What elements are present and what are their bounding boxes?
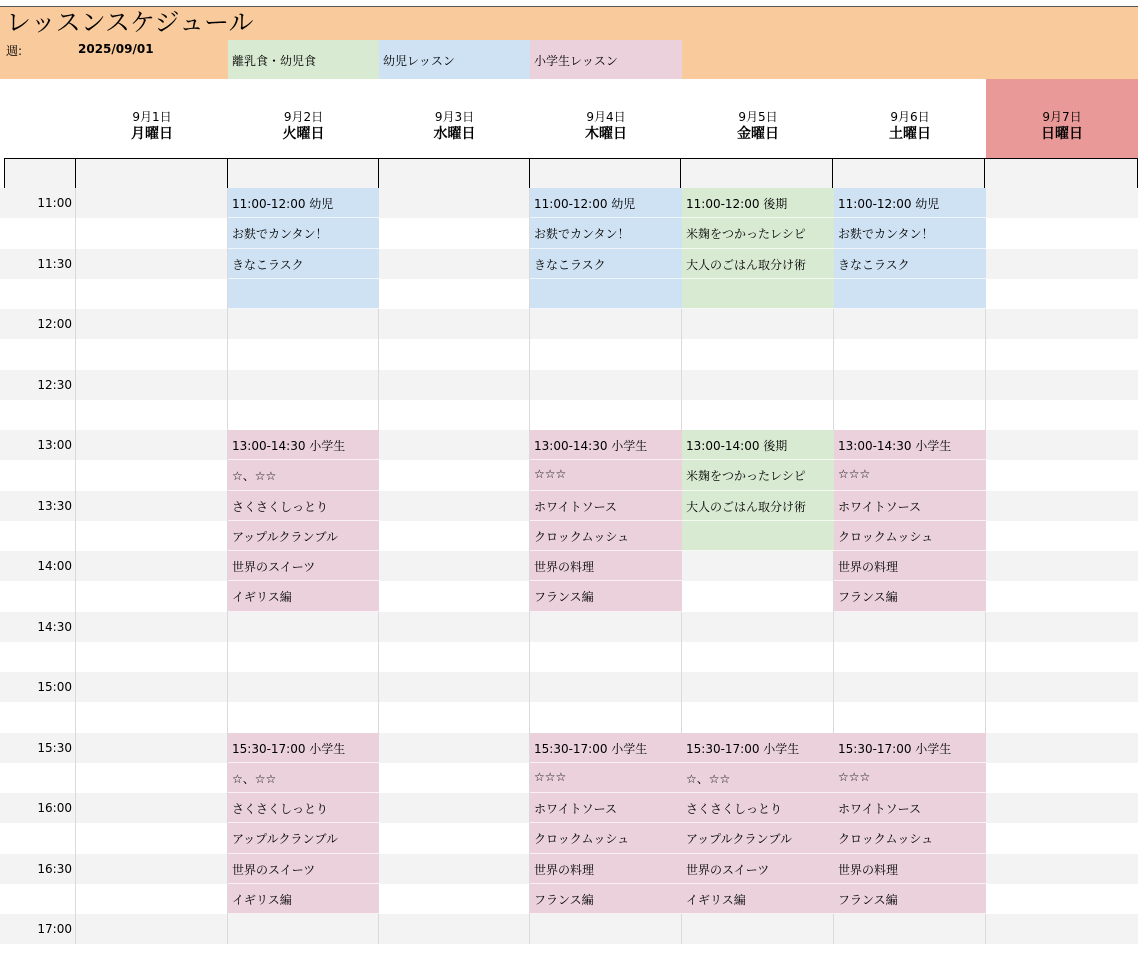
lesson-cell[interactable]: クロックムッシュ — [530, 823, 682, 853]
lesson-cell[interactable]: 世界の料理 — [834, 854, 986, 884]
blank-cell[interactable] — [5, 159, 76, 188]
blank-cell[interactable] — [833, 159, 985, 188]
blank-cell[interactable] — [379, 159, 530, 188]
day-weekday: 金曜日 — [737, 126, 779, 142]
lesson-cell[interactable] — [834, 279, 986, 309]
day-header-row — [0, 79, 1138, 158]
time-label: 12:30 — [37, 377, 72, 392]
lesson-cell[interactable]: お麩でカンタン！ — [834, 218, 986, 248]
lesson-cell[interactable]: 13:00-14:00 後期 — [682, 430, 834, 460]
time-label: 11:00 — [37, 196, 72, 210]
lesson-cell[interactable]: 11:00-12:00 幼児 — [530, 188, 682, 218]
legend-weaning-food: 離乳食・幼児食 — [228, 40, 380, 79]
page-title: レッスンスケジュール — [6, 8, 254, 37]
time-row — [0, 370, 1138, 400]
time-label: 13:30 — [37, 498, 72, 513]
time-row — [0, 672, 1138, 702]
lesson-cell[interactable]: イギリス編 — [228, 884, 379, 914]
lesson-cell[interactable]: 世界の料理 — [530, 551, 682, 581]
column-divider — [75, 188, 76, 944]
time-row — [0, 702, 1138, 732]
lesson-cell[interactable]: 13:00-14:30 小学生 — [834, 430, 986, 460]
day-weekday: 水曜日 — [433, 126, 476, 142]
blank-cell[interactable] — [228, 159, 379, 188]
day-date: 9月7日 — [1042, 110, 1082, 124]
lesson-cell[interactable]: イギリス編 — [228, 581, 379, 611]
lesson-cell[interactable]: フランス編 — [834, 884, 986, 914]
day-header — [530, 79, 682, 158]
blank-row — [4, 158, 1138, 189]
lesson-cell[interactable]: フランス編 — [530, 581, 682, 611]
day-header — [76, 79, 228, 158]
day-date: 9月2日 — [283, 110, 324, 124]
lesson-cell[interactable]: さくさくしっとり — [228, 793, 379, 823]
time-row — [0, 309, 1138, 339]
time-label: 12:00 — [37, 317, 72, 331]
day-header — [986, 79, 1138, 158]
lesson-cell[interactable]: きなこラスク — [530, 249, 682, 279]
week-value[interactable]: 2025/09/01 — [78, 42, 154, 56]
lesson-cell[interactable]: 大人のごはん取分け術 — [682, 491, 834, 521]
time-label: 11:30 — [37, 256, 72, 271]
lesson-cell[interactable]: アップルクランブル — [682, 823, 834, 853]
lesson-cell[interactable]: さくさくしっとり — [228, 491, 379, 521]
legend-toddler-lesson: 幼児レッスン — [379, 40, 531, 79]
day-date: 9月4日 — [586, 110, 626, 124]
lesson-cell[interactable]: 15:30-17:00 小学生 — [530, 733, 682, 763]
time-row — [0, 400, 1138, 430]
blank-cell[interactable] — [985, 159, 1137, 188]
lesson-cell[interactable]: クロックムッシュ — [834, 823, 986, 853]
lesson-cell[interactable]: 15:30-17:00 小学生 — [682, 733, 834, 763]
day-date: 9月6日 — [890, 110, 930, 124]
lesson-cell[interactable]: ☆☆☆ — [834, 763, 986, 793]
lesson-cell[interactable] — [682, 521, 834, 551]
lesson-cell[interactable]: ☆、☆☆ — [228, 460, 379, 490]
lesson-cell[interactable] — [228, 279, 379, 309]
lesson-cell[interactable]: 11:00-12:00 幼児 — [228, 188, 379, 218]
lesson-cell[interactable]: さくさくしっとり — [682, 793, 834, 823]
lesson-cell[interactable]: 13:00-14:30 小学生 — [228, 430, 379, 460]
lesson-cell[interactable]: ホワイトソース — [530, 793, 682, 823]
lesson-cell[interactable]: クロックムッシュ — [834, 521, 986, 551]
lesson-cell[interactable]: 世界の料理 — [530, 854, 682, 884]
day-weekday: 火曜日 — [282, 126, 325, 142]
lesson-cell[interactable]: 世界のスイーツ — [228, 551, 379, 581]
lesson-cell[interactable]: ホワイトソース — [530, 491, 682, 521]
time-row — [0, 642, 1138, 672]
blank-cell[interactable] — [76, 159, 228, 188]
lesson-cell[interactable]: アップルクランブル — [228, 823, 379, 853]
day-header — [228, 79, 379, 158]
time-row — [0, 612, 1138, 642]
day-date: 9月1日 — [132, 110, 172, 124]
lesson-cell[interactable]: 世界のスイーツ — [228, 854, 379, 884]
day-weekday: 月曜日 — [131, 126, 173, 142]
lesson-cell[interactable]: ☆☆☆ — [530, 763, 682, 793]
lesson-cell[interactable]: フランス編 — [530, 884, 682, 914]
day-header — [834, 79, 986, 158]
blank-cell[interactable] — [681, 159, 833, 188]
lesson-cell[interactable]: ☆、☆☆ — [228, 763, 379, 793]
time-label: 17:00 — [37, 922, 72, 936]
lesson-cell[interactable]: 米麹をつかったレシピ — [682, 218, 834, 248]
lesson-cell[interactable]: ホワイトソース — [834, 793, 986, 823]
time-label: 14:30 — [37, 619, 72, 634]
lesson-cell[interactable]: きなこラスク — [228, 249, 379, 279]
time-row — [0, 914, 1138, 944]
time-label: 15:30 — [37, 740, 72, 755]
time-label: 16:30 — [37, 861, 72, 876]
lesson-cell[interactable]: 米麹をつかったレシピ — [682, 460, 834, 490]
time-label: 15:00 — [37, 680, 72, 694]
day-weekday: 木曜日 — [585, 126, 627, 142]
lesson-cell[interactable]: 世界の料理 — [834, 551, 986, 581]
lesson-cell[interactable] — [530, 279, 682, 309]
lesson-cell[interactable]: 13:00-14:30 小学生 — [530, 430, 682, 460]
lesson-cell[interactable]: 世界のスイーツ — [682, 854, 834, 884]
day-date: 9月5日 — [738, 110, 778, 124]
time-label: 16:00 — [37, 801, 72, 815]
day-weekday: 土曜日 — [889, 126, 931, 142]
lesson-cell[interactable]: お麩でカンタン！ — [228, 218, 379, 248]
blank-cell[interactable] — [530, 159, 682, 188]
lesson-cell[interactable]: ☆☆☆ — [530, 460, 682, 490]
lesson-cell[interactable]: お麩でカンタン！ — [530, 218, 682, 248]
lesson-cell[interactable]: 大人のごはん取分け術 — [682, 249, 834, 279]
time-label: 14:00 — [37, 559, 72, 573]
time-label: 13:00 — [37, 438, 72, 452]
lesson-cell[interactable]: アップルクランブル — [228, 521, 379, 551]
lesson-cell[interactable]: クロックムッシュ — [530, 521, 682, 551]
legend-elementary-lesson: 小学生レッスン — [530, 40, 682, 79]
lesson-cell[interactable]: イギリス編 — [682, 884, 834, 914]
day-weekday: 日曜日 — [1041, 126, 1083, 142]
lesson-cell[interactable]: きなこラスク — [834, 249, 986, 279]
lesson-cell[interactable]: ホワイトソース — [834, 491, 986, 521]
lesson-cell[interactable]: 15:30-17:00 小学生 — [228, 733, 379, 763]
lesson-cell[interactable]: 11:00-12:00 後期 — [682, 188, 834, 218]
lesson-cell[interactable] — [682, 279, 834, 309]
day-header — [379, 79, 530, 158]
lesson-cell[interactable]: ☆、☆☆ — [682, 763, 834, 793]
lesson-cell[interactable]: フランス編 — [834, 581, 986, 611]
day-date: 9月3日 — [434, 110, 475, 124]
week-label: 週: — [6, 44, 23, 58]
lesson-cell[interactable]: 15:30-17:00 小学生 — [834, 733, 986, 763]
day-header — [682, 79, 834, 158]
lesson-cell[interactable]: ☆☆☆ — [834, 460, 986, 490]
lesson-cell[interactable]: 11:00-12:00 幼児 — [834, 188, 986, 218]
time-row — [0, 339, 1138, 369]
